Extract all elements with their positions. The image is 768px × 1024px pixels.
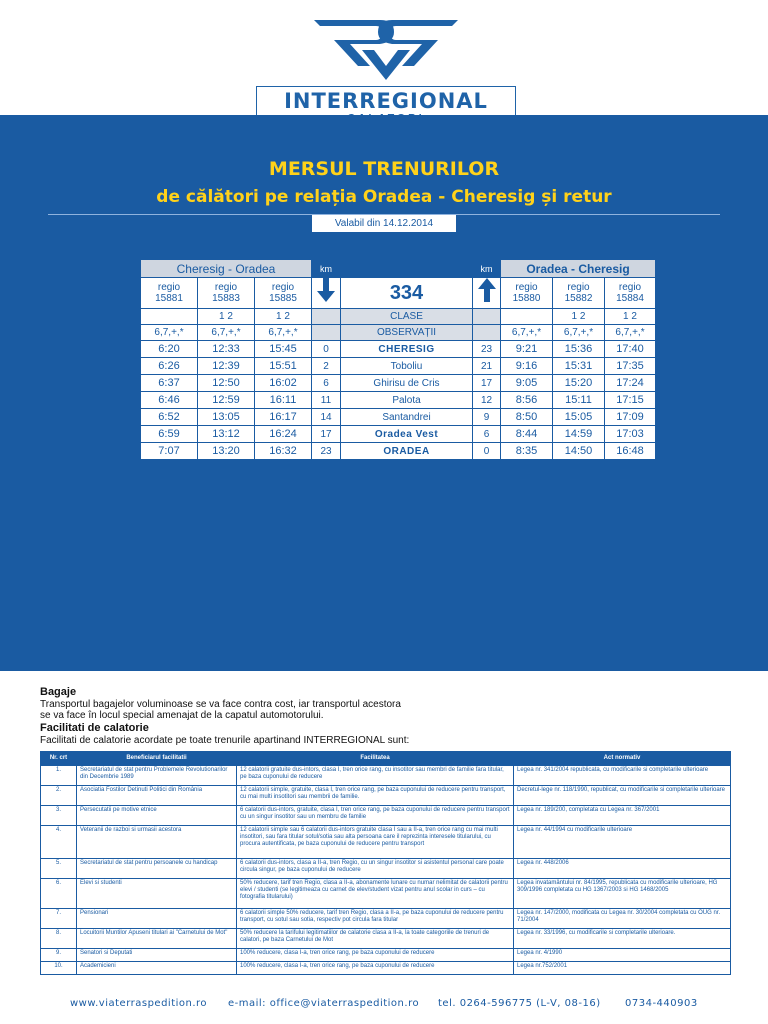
- departure-time-left: 12:50: [198, 375, 255, 392]
- legal-act: Legea nr. 4/1990: [514, 949, 731, 962]
- timetable-row: [141, 426, 656, 443]
- departure-time-right: 14:50: [553, 443, 605, 460]
- timetable-row: [141, 443, 656, 460]
- train-number: 15883: [212, 293, 240, 304]
- facilities-heading: Facilitati de calatorie: [40, 722, 149, 734]
- column-header: Facilitatea: [237, 752, 514, 766]
- route-number: 334: [341, 278, 473, 309]
- row-number: 8.: [41, 929, 77, 949]
- beneficiary: Pensionari: [77, 909, 237, 929]
- km-header-left: km: [312, 260, 341, 278]
- beneficiary: Senatori si Deputati: [77, 949, 237, 962]
- beneficiary: Persecutatii pe motive etnice: [77, 806, 237, 826]
- departure-time-left: 12:33: [198, 341, 255, 358]
- km-value-right: 0: [473, 443, 501, 460]
- km-value-left: 2: [312, 358, 341, 375]
- facilities-table: [40, 751, 731, 975]
- row-number: 7.: [41, 909, 77, 929]
- km-value-right: 17: [473, 375, 501, 392]
- legal-act: Legea nr. 147/2000, modificata cu Legea nr. 30/2004 completata cu OUG nr. 71/2004: [514, 909, 731, 929]
- legal-act: Legea nr. 33/1996, cu modificarile si completarile ulterioare.: [514, 929, 731, 949]
- departure-time-left: 13:05: [198, 409, 255, 426]
- classes-label: CLASE: [341, 309, 473, 325]
- departure-time-right: 8:56: [501, 392, 553, 409]
- page-title: MERSUL TRENURILOR: [268, 158, 500, 180]
- facility-row: [41, 962, 731, 975]
- departure-time-left: 6:20: [141, 341, 198, 358]
- timetable-row: [141, 375, 656, 392]
- legal-act: Legea nr. 189/200, completata cu Legea nr. 367/2001: [514, 806, 731, 826]
- km-value-left: 17: [312, 426, 341, 443]
- facility-row: [41, 806, 731, 826]
- station-name: Palota: [341, 392, 473, 409]
- departure-time-left: 6:59: [141, 426, 198, 443]
- row-number: 2.: [41, 786, 77, 806]
- departure-time-right: 8:35: [501, 443, 553, 460]
- timetable-row: [141, 409, 656, 426]
- facility-row: [41, 766, 731, 786]
- beneficiary: Asociatia Fostilor Detinuti Politici din România: [77, 786, 237, 806]
- departure-time-left: 16:02: [255, 375, 312, 392]
- train-number: 15880: [512, 293, 541, 304]
- page-subtitle: de călători pe relația Oradea - Cheresig și retur: [156, 187, 612, 207]
- station-name: Santandrei: [341, 409, 473, 426]
- row-number: 10.: [41, 962, 77, 975]
- train-cell-left-2: [198, 278, 255, 309]
- beneficiary: Academicieni: [77, 962, 237, 975]
- train-type: regio: [618, 282, 642, 293]
- departure-time-left: 6:26: [141, 358, 198, 375]
- facility-row: [41, 786, 731, 806]
- train-type: regio: [157, 282, 181, 293]
- departure-time-right: 17:15: [605, 392, 656, 409]
- station-name: Oradea Vest: [341, 426, 473, 443]
- departure-time-right: 17:03: [605, 426, 656, 443]
- timetable-row: [141, 358, 656, 375]
- departure-time-right: 17:40: [605, 341, 656, 358]
- direction-header-left: Cheresig - Oradea: [141, 260, 312, 278]
- class-cell: 1 2: [553, 309, 605, 325]
- phone-number: tel. 0264-596775 (L-V, 08-16): [438, 998, 601, 1009]
- facility-row: [41, 929, 731, 949]
- validity-badge: Valabil din 14.12.2014: [312, 215, 456, 232]
- km-value-left: 11: [312, 392, 341, 409]
- luggage-text-1: Transportul bagajelor voluminoase se va face contra cost, iar transportul acestora: [40, 699, 401, 710]
- train-number: 15885: [269, 293, 297, 304]
- departure-time-right: 17:24: [605, 375, 656, 392]
- departure-time-left: 15:51: [255, 358, 312, 375]
- website-link[interactable]: www.viaterraspedition.ro: [70, 998, 208, 1009]
- km-value-right: 12: [473, 392, 501, 409]
- facility-description: 6 calatorii dus-intors, gratuite, clasa I, tren orice rang, pe baza cuponului de reducere pentru transport cu un singur insotitor sau un membru de familie: [237, 806, 514, 826]
- facility-description: 6 calatorii simple 50% reducere, tarif tren Regio, clasa a II-a, pe baza cuponului de reducere pentru transport, cu sotul sau sotia, respectiv pot circula fara titular: [237, 909, 514, 929]
- facility-description: 12 calatorii gratuite dus-intors, clasa I, tren orice rang, cu insotitor sau membri de familie fara titular, pe baza cuponului de reducere: [237, 766, 514, 786]
- train-number: 15882: [564, 293, 593, 304]
- departure-time-left: 15:45: [255, 341, 312, 358]
- train-number: 15884: [616, 293, 644, 304]
- departure-time-left: 12:39: [198, 358, 255, 375]
- departure-time-right: 8:50: [501, 409, 553, 426]
- facility-row: [41, 949, 731, 962]
- departure-time-left: 16:17: [255, 409, 312, 426]
- obs-cell: 6,7,+,*: [255, 325, 312, 341]
- departure-time-left: 6:46: [141, 392, 198, 409]
- legal-act: Legea nr. 448/2006: [514, 859, 731, 879]
- arrow-down-icon: [312, 278, 341, 309]
- brand-logo: [256, 14, 516, 114]
- departure-time-left: 16:11: [255, 392, 312, 409]
- departure-time-left: 16:32: [255, 443, 312, 460]
- brand-name: INTERREGIONAL: [284, 89, 488, 113]
- class-cell: 1 2: [198, 309, 255, 325]
- train-cell-right-1: [501, 278, 553, 309]
- facility-row: [41, 879, 731, 909]
- departure-time-left: 6:37: [141, 375, 198, 392]
- departure-time-right: 15:31: [553, 358, 605, 375]
- train-cell-right-3: [605, 278, 656, 309]
- station-name: CHERESIG: [341, 341, 473, 358]
- train-type: regio: [515, 282, 538, 293]
- luggage-heading: Bagaje: [40, 686, 77, 698]
- logo-mark-icon: [310, 14, 462, 84]
- row-number: 3.: [41, 806, 77, 826]
- beneficiary: Secretariatul de stat pentru Problemele Revolutionarilor din Decembrie 1989: [77, 766, 237, 786]
- observations-label: OBSERVAȚII: [341, 325, 473, 341]
- departure-time-left: 13:12: [198, 426, 255, 443]
- blank-cell: [473, 325, 501, 341]
- timetable-row: [141, 341, 656, 358]
- facilities-intro: Facilitati de calatorie acordate pe toate trenurile apartinand INTERREGIONAL sunt:: [40, 735, 410, 746]
- station-name: Toboliu: [341, 358, 473, 375]
- departure-time-left: 7:07: [141, 443, 198, 460]
- info-section: [40, 686, 730, 747]
- train-type: regio: [214, 282, 238, 293]
- departure-time-right: 17:35: [605, 358, 656, 375]
- facility-description: 12 calatorii simple, gratuite, clasa I, tren orice rang, pe baza cuponului de reducere pentru transport, cu mai multi insotitori sau membrii de familie.: [237, 786, 514, 806]
- departure-time-right: 9:21: [501, 341, 553, 358]
- legal-act: Decretul-lege nr. 118/1990, republicat, cu modificarile si completarile ulterioare: [514, 786, 731, 806]
- legal-act: Legea nr. 44/1994 cu modificarile ulterioare: [514, 826, 731, 859]
- page-footer: [0, 988, 768, 1024]
- departure-time-right: 17:09: [605, 409, 656, 426]
- departure-time-right: 15:11: [553, 392, 605, 409]
- row-number: 1.: [41, 766, 77, 786]
- column-header: Beneficiarul facilitatii: [77, 752, 237, 766]
- facility-description: 100% reducere, clasa I-a, tren orice rang, pe baza cuponului de reducere: [237, 962, 514, 975]
- legal-act: Legea nr. 341/2004 republicata, cu modificarile si completarile ulterioare: [514, 766, 731, 786]
- class-cell: [141, 309, 198, 325]
- departure-time-left: 12:59: [198, 392, 255, 409]
- facility-row: [41, 909, 731, 929]
- obs-cell: 6,7,+,*: [553, 325, 605, 341]
- blank-cell: [312, 325, 341, 341]
- mobile-number: 0734-440903: [625, 998, 698, 1009]
- row-number: 5.: [41, 859, 77, 879]
- obs-cell: 6,7,+,*: [141, 325, 198, 341]
- beneficiary: Secretariatul de stat pentru persoanele cu handicap: [77, 859, 237, 879]
- departure-time-right: 15:36: [553, 341, 605, 358]
- departure-time-right: 14:59: [553, 426, 605, 443]
- km-value-left: 14: [312, 409, 341, 426]
- facility-description: 6 calatorii dus-intors, clasa a II-a, tren Regio, cu un singur insotitor si asistentul personal care poate circula singur, pe baza cuponului de reducere: [237, 859, 514, 879]
- facility-description: 50% reducere la tarifului legitimatiilor de calatorie clasa a II-a, la toate categoriile de trenuri de calatori, pe baza Carnetului de Mot: [237, 929, 514, 949]
- km-value-right: 21: [473, 358, 501, 375]
- train-type: regio: [567, 282, 590, 293]
- blank-cell: [312, 309, 341, 325]
- obs-cell: 6,7,+,*: [198, 325, 255, 341]
- departure-time-right: 15:20: [553, 375, 605, 392]
- departure-time-right: 9:16: [501, 358, 553, 375]
- class-cell: [501, 309, 553, 325]
- timetable-row: [141, 392, 656, 409]
- row-number: 4.: [41, 826, 77, 859]
- column-header: Nr. crt: [41, 752, 77, 766]
- km-value-left: 6: [312, 375, 341, 392]
- beneficiary: Elevi si studenti: [77, 879, 237, 909]
- row-number: 6.: [41, 879, 77, 909]
- departure-time-right: 16:48: [605, 443, 656, 460]
- facility-row: [41, 826, 731, 859]
- beneficiary: Locuitorii Muntilor Apuseni titulari ai "Carnetului de Mot": [77, 929, 237, 949]
- timetable: [140, 259, 656, 460]
- km-value-left: 0: [312, 341, 341, 358]
- class-cell: 1 2: [605, 309, 656, 325]
- obs-cell: 6,7,+,*: [501, 325, 553, 341]
- page-header: [0, 0, 768, 115]
- km-value-right: 23: [473, 341, 501, 358]
- facility-row: [41, 859, 731, 879]
- departure-time-right: 15:05: [553, 409, 605, 426]
- class-cell: 1 2: [255, 309, 312, 325]
- station-name: Ghirisu de Cris: [341, 375, 473, 392]
- beneficiary: Veteranii de razboi si urmasii acestora: [77, 826, 237, 859]
- departure-time-right: 9:05: [501, 375, 553, 392]
- route-header-blank: [341, 260, 473, 278]
- departure-time-left: 13:20: [198, 443, 255, 460]
- km-value-left: 23: [312, 443, 341, 460]
- arrow-up-icon: [473, 278, 501, 309]
- train-cell-left-1: [141, 278, 198, 309]
- km-header-right: km: [473, 260, 501, 278]
- km-value-right: 9: [473, 409, 501, 426]
- train-type: regio: [271, 282, 295, 293]
- legal-act: Legea invatamântului nr. 84/1995, republicata cu modificarile ulterioare, HG 309/1996 completata cu HG 1367/2003 si HG 1468/2005: [514, 879, 731, 909]
- facility-description: 50% reducere, tarif tren Regio, clasa a II-a, abonamente lunare cu numar nelimitat de calatorii pentru elevi / studenti (se legitimeaza cu carnet de elev/student vizat pentru anul scolar in curs – cu fotografia titularului): [237, 879, 514, 909]
- station-name: ORADEA: [341, 443, 473, 460]
- direction-header-right: Oradea - Cheresig: [501, 260, 656, 278]
- legal-act: Legea nr.752/2001: [514, 962, 731, 975]
- departure-time-left: 6:52: [141, 409, 198, 426]
- train-cell-right-2: [553, 278, 605, 309]
- luggage-text-2: se va face în locul special amenajat de la capatul automotorului.: [40, 710, 324, 721]
- row-number: 9.: [41, 949, 77, 962]
- train-cell-left-3: [255, 278, 312, 309]
- departure-time-right: 8:44: [501, 426, 553, 443]
- facility-description: 100% reducere, clasa I-a, tren orice rang, pe baza cuponului de reducere: [237, 949, 514, 962]
- blank-cell: [473, 309, 501, 325]
- departure-time-left: 16:24: [255, 426, 312, 443]
- obs-cell: 6,7,+,*: [605, 325, 656, 341]
- column-header: Act normativ: [514, 752, 731, 766]
- email-link[interactable]: e-mail: office@viaterraspedition.ro: [228, 998, 420, 1009]
- km-value-right: 6: [473, 426, 501, 443]
- facility-description: 12 calatorii simple sau 6 calatorii dus-intors gratuite clasa I sau a II-a, tren orice rang cu mai multi insotitori, sau fara titular sotul/sotia sau alta persoana care il reprezinta interesele titularului, cu procura autentificata, pe baza cuponului de reducere pentru transport: [237, 826, 514, 859]
- train-number: 15881: [155, 293, 183, 304]
